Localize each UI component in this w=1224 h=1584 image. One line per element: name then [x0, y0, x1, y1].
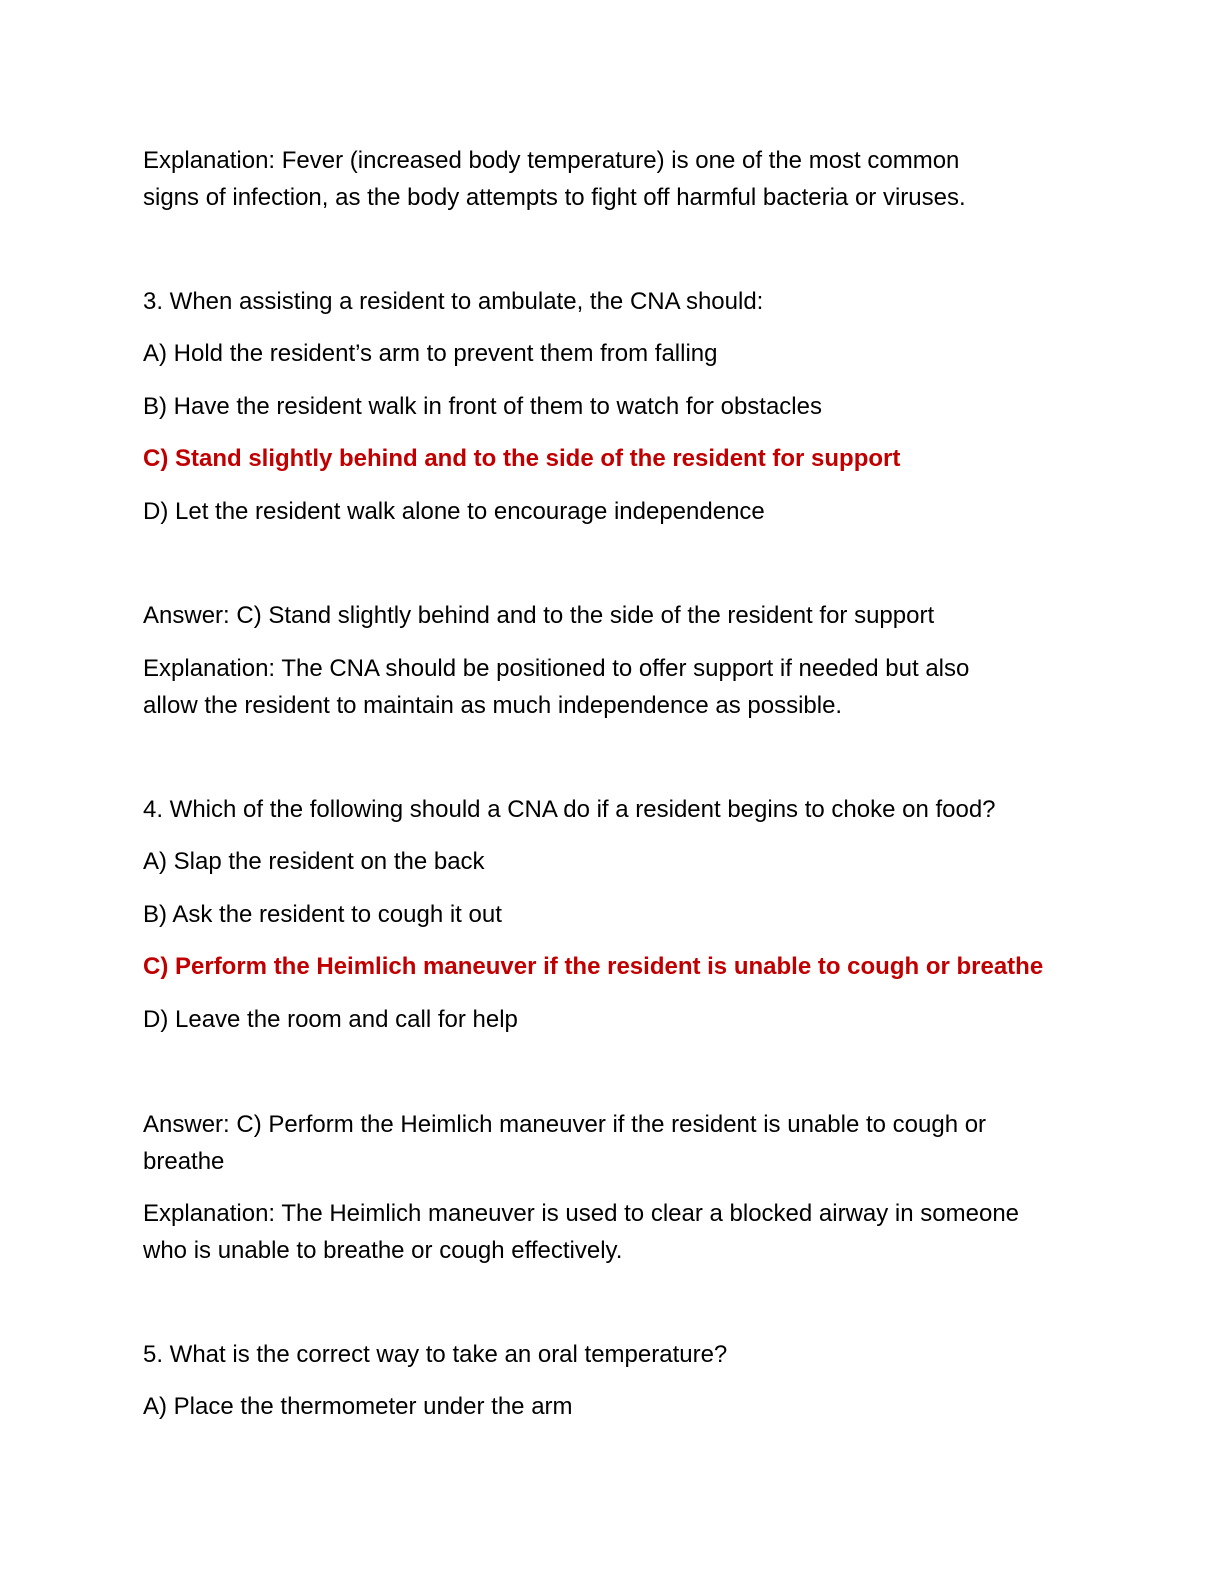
q3-explanation-line-2: allow the resident to maintain as much independence as possible. — [143, 692, 843, 719]
q4-explanation-line-2: who is unable to breathe or cough effectively. — [143, 1237, 623, 1264]
q3-explanation-line-1: Explanation: The CNA should be positioned to offer support if needed but also — [143, 655, 970, 682]
q4-option-c-correct: C) Perform the Heimlich maneuver if the resident is unable to cough or breathe — [143, 953, 1044, 980]
q4-answer-line-2: breathe — [143, 1148, 225, 1175]
q2-explanation-line-1: Explanation: Fever (increased body temperature) is one of the most common — [143, 147, 960, 174]
q4-answer-line-1: Answer: C) Perform the Heimlich maneuver if the resident is unable to cough or — [143, 1111, 987, 1138]
q4-explanation-line-1: Explanation: The Heimlich maneuver is used to clear a blocked airway in someone — [143, 1200, 1020, 1227]
q5-question: 5. What is the correct way to take an oral temperature? — [143, 1341, 728, 1368]
q3-option-b: B) Have the resident walk in front of them to watch for obstacles — [143, 393, 822, 420]
q4-question: 4. Which of the following should a CNA do if a resident begins to choke on food? — [143, 796, 996, 823]
q3-answer: Answer: C) Stand slightly behind and to the side of the resident for support — [143, 602, 935, 629]
q4-option-d: D) Leave the room and call for help — [143, 1006, 518, 1033]
q5-option-a: A) Place the thermometer under the arm — [143, 1393, 573, 1420]
q3-option-d: D) Let the resident walk alone to encourage independence — [143, 498, 765, 525]
q4-option-b: B) Ask the resident to cough it out — [143, 901, 502, 928]
q2-explanation-line-2: signs of infection, as the body attempts to fight off harmful bacteria or viruses. — [143, 184, 966, 211]
q3-option-c-correct: C) Stand slightly behind and to the side of the resident for support — [143, 445, 901, 472]
q3-question: 3. When assisting a resident to ambulate, the CNA should: — [143, 288, 764, 315]
q3-option-a: A) Hold the resident’s arm to prevent them from falling — [143, 340, 718, 367]
q4-option-a: A) Slap the resident on the back — [143, 848, 485, 875]
